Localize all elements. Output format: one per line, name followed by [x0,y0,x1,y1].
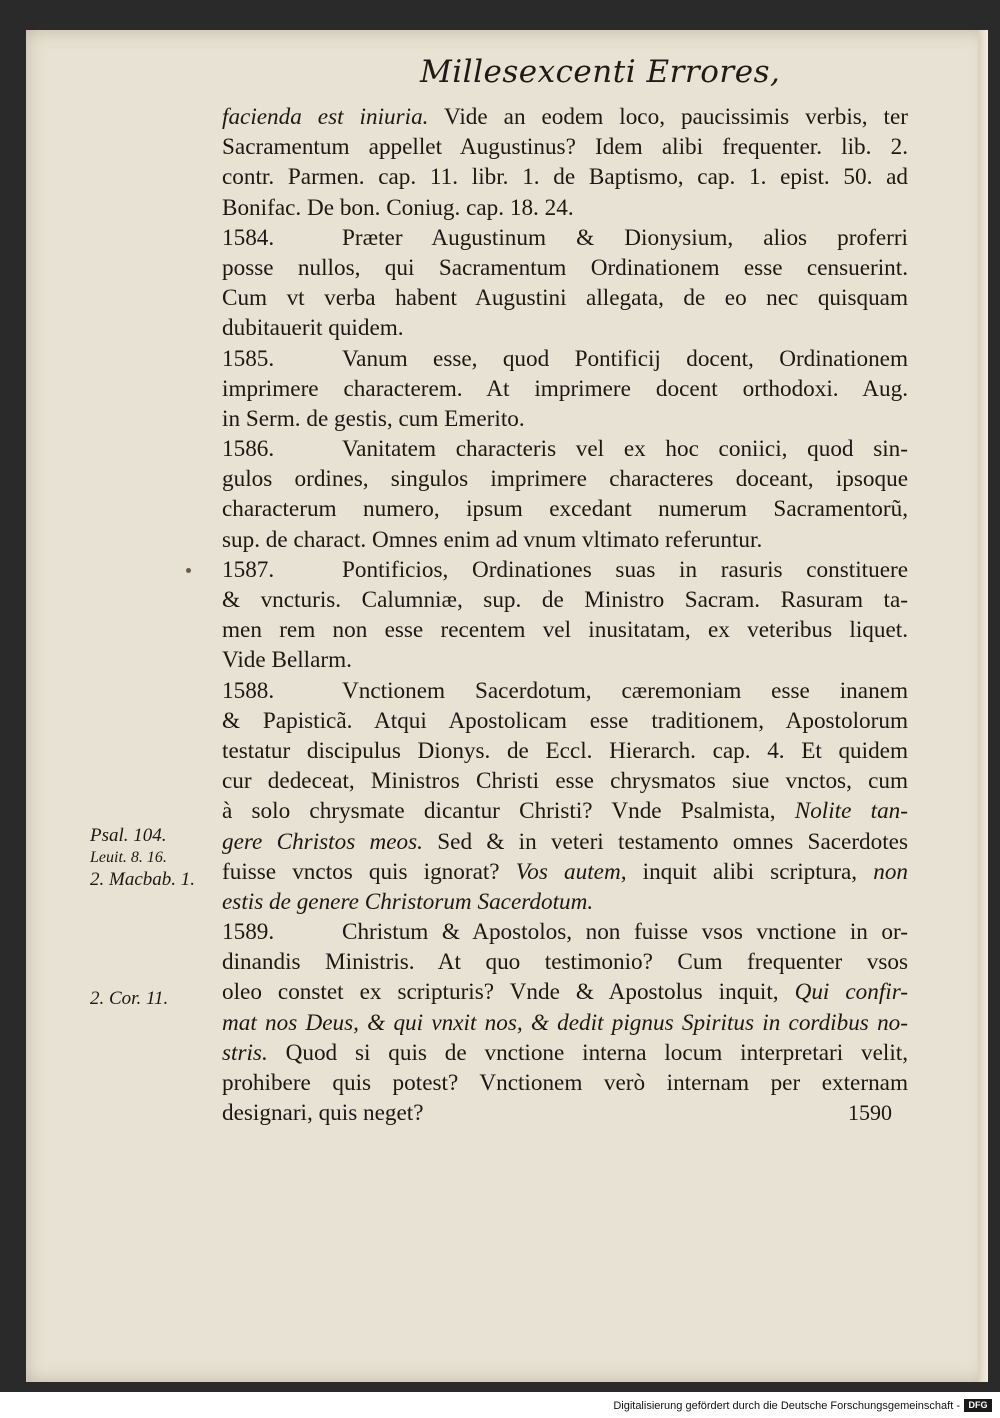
text-line: & vncturis. Calumniæ, sup. de Ministro Sacram. Rasuram ta- [222,587,908,613]
text-line: facienda est iniuria. Vide an eodem loco, paucissimis verbis, ter [222,104,909,130]
page-edge [978,30,988,1382]
entry-number: 1588. [222,677,275,704]
text-line: gere Christos meos. Sed & in veteri testamento omnes Sacerdotes [222,828,908,855]
entry-first-line [222,344,908,374]
entry-number: 1587. [222,556,275,583]
margin-note-corinthians: 2. Cor. 11. [90,988,169,1009]
dfg-logo: DFG [964,1399,992,1412]
text-line: contr. Parmen. cap. 11. libr. 1. de Baptismo, cap. 1. epist. 50. ad [222,164,908,191]
text-line: dubitauerit quidem. [222,315,404,342]
text-line: cur dedeceat, Ministros Christi esse chrysmatos siue vnctos, cum [222,768,908,795]
entry-first-line [222,434,908,464]
text-line: stris. Quod si quis de vnctione interna locum interpretari velit, [222,1039,908,1066]
page-body-text [222,102,908,1128]
entry-first-line [222,223,908,253]
text-line: imprimere characterem. At imprimere docent orthodoxi. Aug. [222,375,908,402]
margin-note-psalms [90,825,210,891]
entry-text: Vanum esse, quod Pontificij docent, Ordinationem [342,345,908,372]
text-line: designari, quis neget? [222,1100,424,1127]
text-line: prohibere quis potest? Vnctionem verò internam per externam [222,1070,908,1096]
text-line: estis de genere Christorum Sacerdotum. [222,888,594,915]
text-line: sup. de charact. Omnes enim ad vnum vltimato referuntur. [222,526,763,553]
text-line: oleo constet ex scripturis? Vnde & Apostolus inquit, Qui confir- [222,979,909,1006]
entry-number: 1589. [222,919,275,946]
text-line: fuisse vnctos quis ignorat? Vos autem, inquit alibi scriptura, non [222,858,908,885]
text-line: in Serm. de gestis, cum Emerito. [222,405,525,432]
running-title: Millesexcenti Errores, [420,54,781,90]
entry-first-line [222,555,908,585]
entry-text: Præter Augustinum & Dionysium, alios proferri [342,224,908,251]
entry-number: 1585. [222,345,275,372]
text-line: characterum numero, ipsum excedant numerum Sacramentorũ, [222,496,908,523]
entry-text: Vnctionem Sacerdotum, cæremoniam esse inanem [342,677,908,704]
margin-note-line: Leuit. 8. 16. [90,849,167,866]
text-line: & Papisticã. Atqui Apostolicam esse traditionem, Apostolorum [222,707,908,734]
text-line: gulos ordines, singulos imprimere characteres doceant, ipsoque [222,466,908,493]
entry-first-line [222,917,908,947]
ink-speck [186,568,191,573]
entry-text: Christum & Apostolos, non fuisse vsos vnctione in or- [342,919,908,946]
text-line: testatur discipulus Dionys. de Eccl. Hierarch. cap. 4. Et quidem [222,737,908,764]
text-line: dinandis Ministris. At quo testimonio? Cum frequenter vsos [222,949,908,976]
text-line: Bonifac. De bon. Coniug. cap. 18. 24. [222,194,574,221]
margin-note-line: Psal. 104. [90,825,167,846]
text-line: posse nullos, qui Sacramentum Ordinationem esse censuerint. [222,254,908,281]
text-line: mat nos Deus, & qui vnxit nos, & dedit pignus Spiritus in cordibus no- [222,1009,908,1036]
entry-first-line [222,676,908,706]
entry-text: Vanitatem characteris vel ex hoc coniici, quod sin- [342,436,908,463]
footer-credit: Digitalisierung gefördert durch die Deutsche Forschungsgemeinschaft - [613,1400,960,1412]
text-line: men rem non esse recentem vel inusitatam, ex veteribus liquet. [222,617,908,644]
footer [0,1396,1000,1418]
text-line: Vide Bellarm. [222,647,352,674]
text-line: Sacramentum appellet Augustinus? Idem alibi frequenter. lib. 2. [222,134,908,161]
entry-number: 1586. [222,436,275,463]
margin-note-line: 2. Macbab. 1. [90,869,196,890]
entry-number: 1584. [222,224,275,251]
entry-text: Pontificios, Ordinationes suas in rasuris constituere [342,556,908,583]
text-line: Cum vt verba habent Augustini allegata, de eo nec quisquam [222,285,908,312]
text-line: à solo chrysmate dicantur Christi? Vnde Psalmista, Nolite tan- [222,798,908,825]
catchword: 1590 [848,1100,892,1125]
